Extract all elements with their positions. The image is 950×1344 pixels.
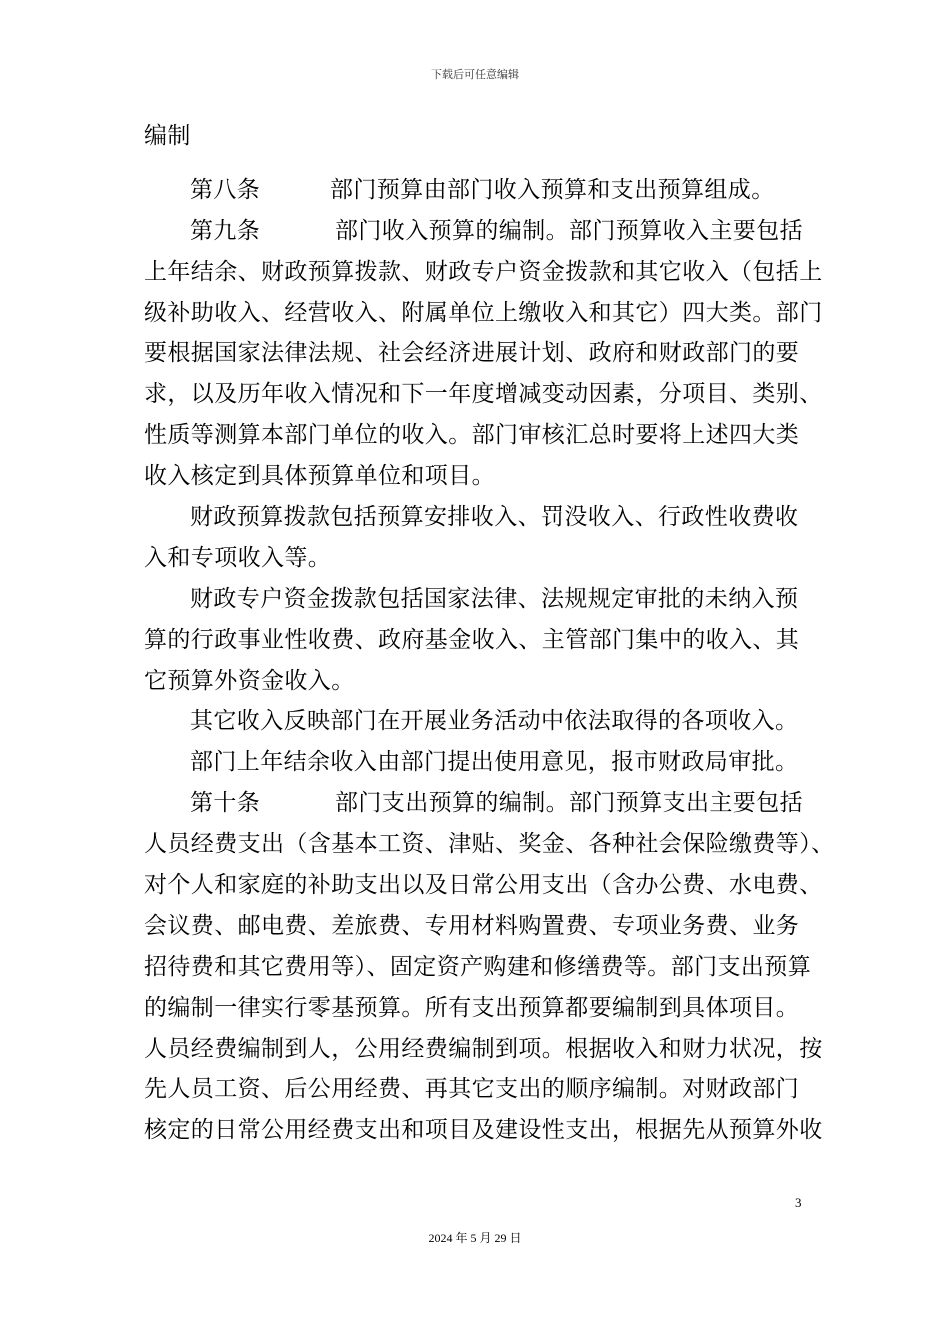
- document-body: [144, 116, 835, 1151]
- footer-date: 2024 年 5 月 29 日: [428, 1231, 522, 1245]
- article-number: 第八条: [190, 176, 261, 203]
- text-line: 性质等测算本部门单位的收入。部门审核汇总时要将上述四大类: [144, 422, 800, 449]
- page-number: 3: [795, 1195, 802, 1210]
- article-text: 部门支出预算的编制。部门预算支出主要包括: [335, 790, 803, 817]
- text-line: 级补助收入、经营收入、附属单位上缴收入和其它）四大类。部门: [144, 299, 823, 326]
- text-line: 编制: [144, 123, 191, 149]
- text-line: 的编制一律实行零基预算。所有支出预算都要编制到具体项目。: [144, 994, 800, 1021]
- text-line: 算的行政事业性收费、政府基金收入、主管部门集中的收入、其: [144, 626, 800, 653]
- text-line: 收入核定到具体预算单位和项目。: [144, 463, 495, 490]
- article-number: 第十条: [190, 790, 261, 817]
- article-9-line: [144, 211, 814, 252]
- text-line: 入和专项收入等。: [144, 544, 332, 571]
- text-line: 求，以及历年收入情况和下一年度增减变动因素，分项目、类别、: [144, 381, 823, 408]
- text-line: 招待费和其它费用等）、固定资产购建和修缮费等。部门支出预算: [144, 953, 812, 980]
- text-line: 财政专户资金拨款包括国家法律、法规规定审批的未纳入预: [190, 585, 799, 612]
- text-line: 其它收入反映部门在开展业务活动中依法取得的各项收入。: [190, 708, 799, 735]
- text-line: 人员经费编制到人，公用经费编制到项。根据收入和财力状况，按: [144, 1035, 823, 1062]
- text-line: 先人员工资、后公用经费、再其它支出的顺序编制。对财政部门: [144, 1076, 800, 1103]
- page-header: 下载后可任意编辑: [431, 68, 519, 81]
- text-line: 财政预算拨款包括预算安排收入、罚没收入、行政性收费收: [190, 504, 799, 531]
- text-line: 人员经费支出（含基本工资、津贴、奖金、各种社会保险缴费等）、: [144, 831, 835, 858]
- text-line: 部门上年结余收入由部门提出使用意见，报市财政局审批。: [190, 749, 799, 776]
- text-line: 会议费、邮电费、差旅费、专用材料购置费、专项业务费、业务: [144, 912, 800, 939]
- text-line: 上年结余、财政预算拨款、财政专户资金拨款和其它收入（包括上: [144, 258, 823, 285]
- article-text: 部门预算由部门收入预算和支出预算组成。: [330, 176, 775, 203]
- article-number: 第九条: [190, 217, 261, 244]
- article-8-line: [144, 170, 814, 211]
- article-text: 部门收入预算的编制。部门预算收入主要包括: [335, 217, 803, 244]
- text-line: 要根据国家法律法规、社会经济进展计划、政府和财政部门的要: [144, 340, 800, 367]
- article-10-line: [144, 783, 814, 824]
- text-line: 它预算外资金收入。: [144, 667, 355, 694]
- text-line: 核定的日常公用经费支出和项目及建设性支出，根据先从预算外收: [144, 1117, 823, 1144]
- text-line: 对个人和家庭的补助支出以及日常公用支出（含办公费、水电费、: [144, 872, 823, 899]
